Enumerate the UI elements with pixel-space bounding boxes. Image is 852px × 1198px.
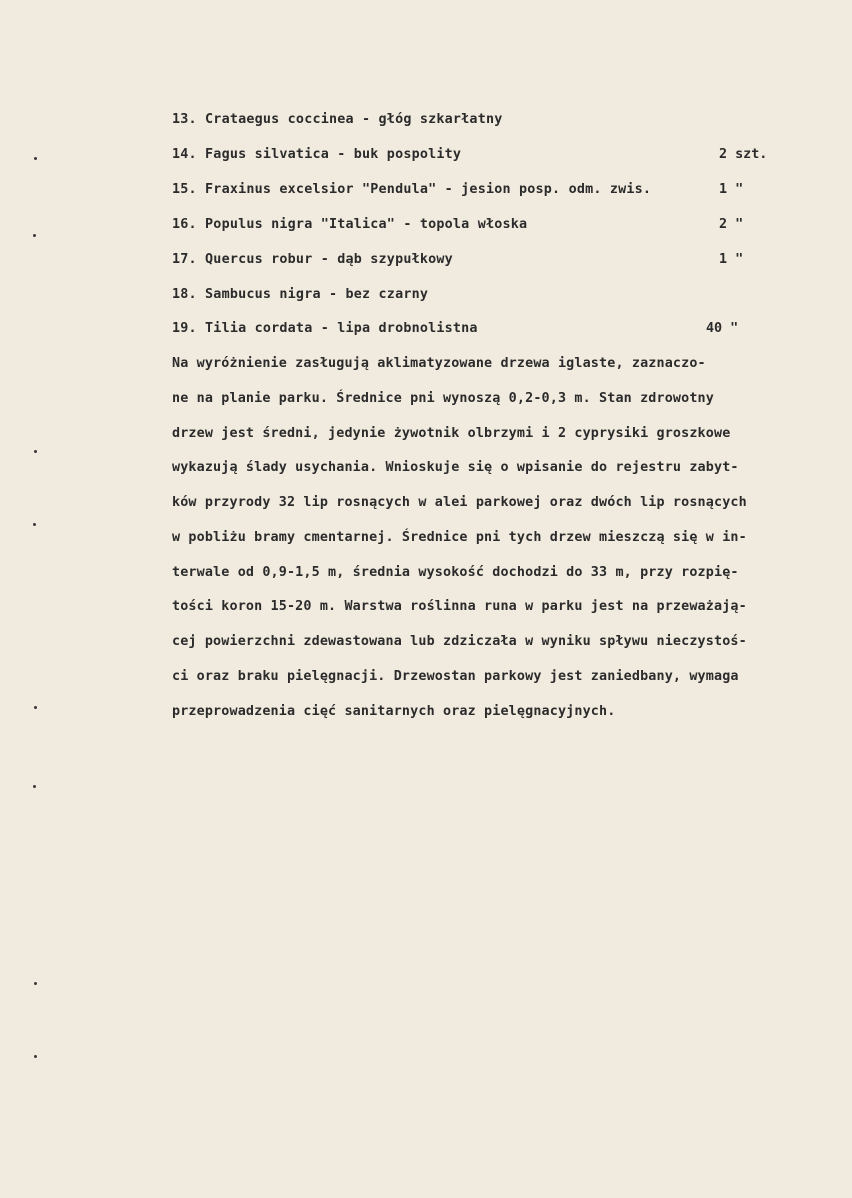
paragraph-line: tości koron 15-20 m. Warstwa roślinna runa w parku jest na przeważają- — [172, 599, 747, 614]
list-item: 13. Crataegus coccinea - głóg szkarłatny — [172, 112, 503, 127]
list-item: 14. Fagus silvatica - buk pospolity — [172, 147, 462, 162]
margin-speck — [34, 1055, 37, 1058]
list-item: 17. Quercus robur - dąb szypułkowy — [172, 252, 453, 267]
margin-speck — [34, 157, 37, 160]
paragraph-line: drzew jest średni, jedynie żywotnik olbrzymi i 2 cyprysiki groszkowe — [172, 426, 731, 441]
paragraph-line: ne na planie parku. Średnice pni wynoszą 0,2-0,3 m. Stan zdrowotny — [172, 391, 714, 406]
margin-speck — [33, 523, 36, 526]
margin-speck — [34, 706, 37, 709]
quantity: 40 " — [706, 321, 739, 336]
paragraph-line: wykazują ślady usychania. Wnioskuje się o wpisanie do rejestru zabyt- — [172, 460, 739, 475]
paragraph-line: cej powierzchni zdewastowana lub zdziczała w wyniku spływu nieczystoś- — [172, 634, 747, 649]
margin-speck — [34, 982, 37, 985]
paragraph-line: w pobliżu bramy cmentarnej. Średnice pni tych drzew mieszczą się w in- — [172, 530, 747, 545]
paragraph-line: Na wyróżnienie zasługują aklimatyzowane drzewa iglaste, zaznaczo- — [172, 356, 706, 371]
paragraph-line: przeprowadzenia cięć sanitarnych oraz pielęgnacyjnych. — [172, 704, 616, 719]
list-item: 19. Tilia cordata - lipa drobnolistna — [172, 321, 478, 336]
paragraph-line: ków przyrody 32 lip rosnących w alei parkowej oraz dwóch lip rosnących — [172, 495, 747, 510]
quantity: 1 " — [719, 252, 744, 267]
list-item: 15. Fraxinus excelsior "Pendula" - jesion posp. odm. zwis. — [172, 182, 652, 197]
margin-speck — [34, 450, 37, 453]
quantity: 1 " — [719, 182, 744, 197]
margin-speck — [33, 785, 36, 788]
list-item: 16. Populus nigra "Italica" - topola włoska — [172, 217, 528, 232]
quantity: 2 " — [719, 217, 744, 232]
margin-speck — [33, 234, 36, 237]
list-item: 18. Sambucus nigra - bez czarny — [172, 287, 429, 302]
quantity: 2 szt. — [719, 147, 768, 162]
paragraph-line: ci oraz braku pielęgnacji. Drzewostan parkowy jest zaniedbany, wymaga — [172, 669, 739, 684]
paragraph-line: terwale od 0,9-1,5 m, średnia wysokość dochodzi do 33 m, przy rozpię- — [172, 565, 739, 580]
